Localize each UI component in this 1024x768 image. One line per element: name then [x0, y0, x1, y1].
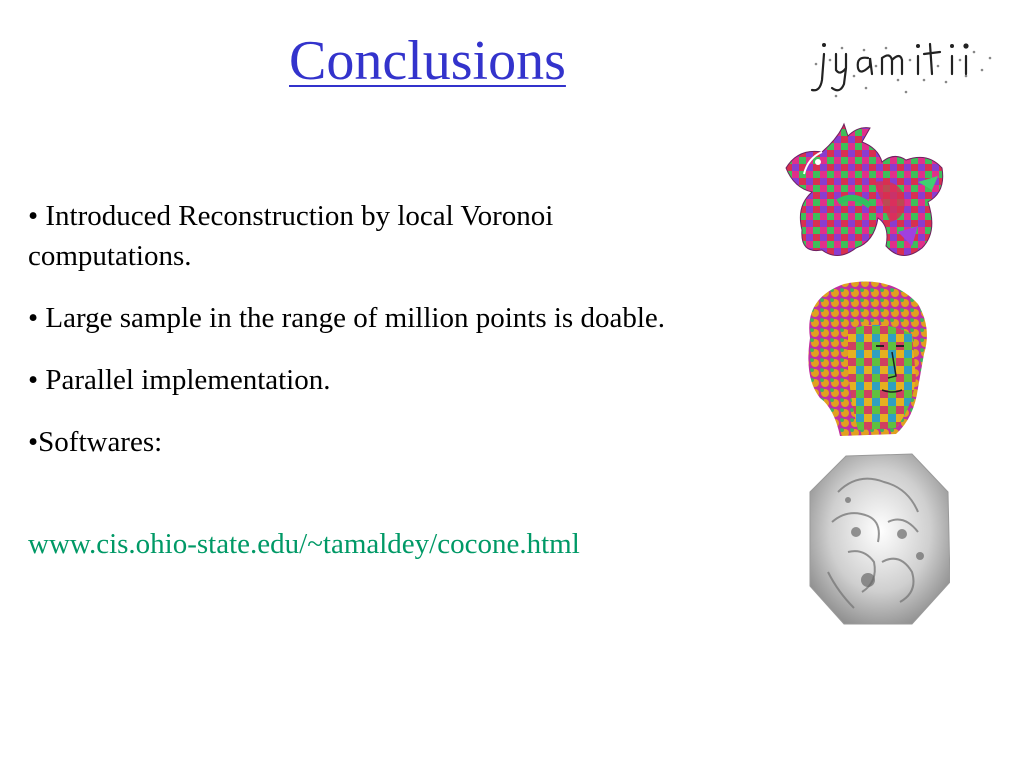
page-title[interactable]: Conclusions: [289, 30, 566, 92]
bullet-item: • Parallel implementation.: [28, 364, 331, 396]
bullet-item: • Large sample in the range of million points is doable.: [28, 302, 666, 334]
dragon-model-image: [778, 122, 948, 268]
bullet-item: • Introduced Reconstruction by local Voronoi computations.: [28, 200, 554, 272]
bullet-list: [28, 196, 708, 484]
relief-surface-model-image: [808, 452, 950, 626]
bullet-item: •Softwares:: [28, 426, 163, 458]
software-link[interactable]: www.cis.ohio-state.edu/~tamaldey/cocone.html: [28, 528, 580, 560]
jyamiti-logo: [806, 30, 998, 102]
david-head-model-image: [800, 278, 934, 438]
